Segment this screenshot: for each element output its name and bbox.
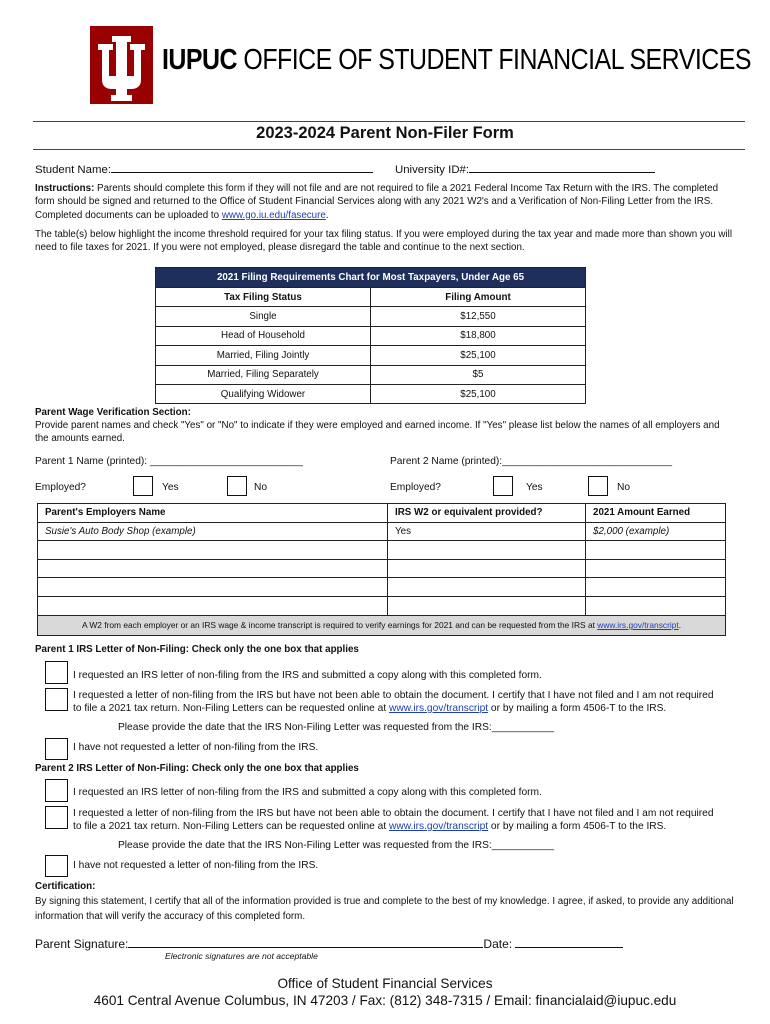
w2-provided-header: IRS W2 or equivalent provided? [388, 504, 586, 523]
irs-transcript-link[interactable]: www.irs.gov/transcript [597, 620, 679, 631]
parent2-no-checkbox[interactable] [588, 476, 608, 496]
parent2-name-field[interactable]: Parent 2 Name (printed):______________________________ [390, 456, 673, 467]
table-row: Married, Filing Separately $5 [156, 365, 586, 384]
parent2-no-label: No [617, 482, 631, 493]
signature-line: Parent Signature: Date: [35, 937, 623, 951]
parent1-no-label: No [254, 482, 268, 493]
parent2-yes-label: Yes [526, 482, 543, 493]
title-rule-bottom [33, 149, 745, 150]
wage-section-text: Provide parent names and check "Yes" or "No" to indicate if they were employed and earned income. If "Yes" please list below the names of all employers and the amounts earned. [35, 420, 720, 445]
parent1-yes-checkbox[interactable] [133, 476, 153, 496]
filing-status-header: Tax Filing Status [156, 288, 371, 307]
employer-cell[interactable] [38, 578, 388, 597]
certification-text: By signing this statement, I certify that all of the information provided is true and complete to the best of my knowledge. I agree, if asked, to provide any additional information that will verify the accuracy of this completed form. [35, 896, 734, 922]
w2-note: A W2 from each employer or an IRS wage & income transcript is required to verify earnings for 2021 and can be requested from the IRS at www.irs.gov/transcript. [38, 615, 726, 635]
title-rule-top [33, 121, 745, 122]
certification-title: Certification: [35, 881, 96, 892]
p2-irs-link[interactable]: www.irs.gov/transcript [389, 821, 489, 832]
amount-cell[interactable] [586, 559, 726, 578]
university-id-field[interactable] [469, 162, 655, 173]
employer-cell[interactable] [38, 596, 388, 615]
employer-cell[interactable] [38, 559, 388, 578]
p2-opt3-text: I have not requested a letter of non-filing from the IRS. [73, 860, 319, 871]
university-id-line [395, 162, 655, 176]
table-row [38, 596, 726, 615]
filing-amount-header: Filing Amount [371, 288, 586, 307]
parent1-employed-label: Employed? [35, 482, 86, 493]
footer-contact: 4601 Central Avenue Columbus, IN 47203 / Fax: (812) 348-7315 / Email: financialaid@iupuc.edu [93, 993, 677, 1008]
table-intro: The table(s) below highlight the income threshold required for your tax filing status. If you were employed during the tax year and made more than shown you will need to file taxes for 2021. If you were not employed, please disregard the table and continue to the next section. [35, 229, 733, 254]
footer-office: Office of Student Financial Services [277, 976, 493, 991]
table-row [38, 541, 726, 560]
example-w2: Yes [388, 522, 586, 541]
p1-irs-link[interactable]: www.irs.gov/transcript [389, 703, 489, 714]
p2-opt3-checkbox[interactable] [45, 855, 68, 877]
amount-cell[interactable] [586, 541, 726, 560]
wage-section-title: Parent Wage Verification Section: [35, 407, 191, 418]
p1-letter-title: Parent 1 IRS Letter of Non-Filing: Check only the one box that applies [35, 644, 359, 655]
filing-table-caption: 2021 Filing Requirements Chart for Most Taxpayers, Under Age 65 [156, 268, 586, 288]
table-row [38, 559, 726, 578]
student-name-field[interactable] [111, 162, 373, 173]
parent2-employed-label: Employed? [390, 482, 441, 493]
w2-cell[interactable] [388, 541, 586, 560]
amount-cell[interactable] [586, 596, 726, 615]
amount-earned-header: 2021 Amount Earned [586, 504, 726, 523]
w2-cell[interactable] [388, 578, 586, 597]
p1-opt2-text: I requested a letter of non-filing from the IRS but have not been able to obtain the document. I certify that I have not filed and I am not required to file a 2021 tax return. Non-Filing Letters can be requested online at www.irs.gov/transcript or by mailing a form 4506-T to the IRS. [73, 690, 714, 714]
instructions: Instructions: Parents should complete this form if they will not file and are not required to file a 2021 Federal Income Tax Return with the IRS. The completed form should be signed and returned to the Office of Student Financial Services along with any 2021 W2's and a Verification of Non-Filing Letter from the IRS. Completed documents can be uploaded to www.go.iu.edu/fasecure. [35, 183, 719, 221]
table-row: Head of Household $18,800 [156, 326, 586, 345]
iu-logo [90, 26, 153, 104]
amount-cell[interactable] [586, 578, 726, 597]
student-name-label: Student Name: [35, 164, 111, 176]
university-id-label: University ID#: [395, 164, 470, 176]
office-header-title: IUPUC OFFICE OF STUDENT FINANCIAL SERVICES [162, 44, 751, 76]
employer-cell[interactable] [38, 541, 388, 560]
table-row: Qualifying Widower $25,100 [156, 384, 586, 403]
form-title: 2023-2024 Parent Non-Filer Form [256, 124, 514, 142]
employers-table [37, 503, 726, 636]
fasecure-link[interactable]: www.go.iu.edu/fasecure [221, 209, 326, 221]
parent1-no-checkbox[interactable] [227, 476, 247, 496]
parent2-yes-checkbox[interactable] [493, 476, 513, 496]
w2-cell[interactable] [388, 559, 586, 578]
student-name-line [35, 162, 373, 176]
table-row [38, 522, 726, 541]
filing-requirements-table [155, 267, 586, 404]
p2-opt2-checkbox[interactable] [45, 806, 68, 829]
p2-opt2-text: I requested a letter of non-filing from the IRS but have not been able to obtain the document. I certify that I have not filed and I am not required to file a 2021 tax return. Non-Filing Letters can be requested online at www.irs.gov/transcript or by mailing a form 4506-T to the IRS. [73, 808, 714, 832]
p1-opt3-checkbox[interactable] [45, 738, 68, 760]
trident-icon [90, 26, 153, 104]
p1-date-prompt[interactable]: Please provide the date that the IRS Non-Filing Letter was requested from the IRS:___________ [118, 722, 555, 733]
p2-opt1-text: I requested an IRS letter of non-filing from the IRS and submitted a copy along with this completed form. [73, 787, 542, 798]
example-amount: $2,000 (example) [586, 522, 726, 541]
parent1-name-field[interactable]: Parent 1 Name (printed): ___________________________ [35, 456, 303, 467]
p1-opt1-checkbox[interactable] [45, 661, 68, 684]
p2-date-prompt[interactable]: Please provide the date that the IRS Non-Filing Letter was requested from the IRS:___________ [118, 840, 555, 851]
parent1-yes-label: Yes [162, 482, 179, 493]
p1-opt2-checkbox[interactable] [45, 688, 68, 711]
signature-date-field[interactable] [515, 937, 623, 948]
p1-opt3-text: I have not requested a letter of non-filing from the IRS. [73, 742, 319, 753]
p2-letter-title: Parent 2 IRS Letter of Non-Filing: Check only the one box that applies [35, 763, 359, 774]
p2-opt1-checkbox[interactable] [45, 779, 68, 802]
signature-note: Electronic signatures are not acceptable [165, 951, 318, 961]
employer-name-header: Parent's Employers Name [38, 504, 388, 523]
example-employer: Susie's Auto Body Shop (example) [38, 522, 388, 541]
table-row: Married, Filing Jointly $25,100 [156, 346, 586, 365]
parent-signature-field[interactable] [128, 937, 483, 948]
p1-opt1-text: I requested an IRS letter of non-filing from the IRS and submitted a copy along with this completed form. [73, 670, 542, 681]
table-row [38, 578, 726, 597]
w2-cell[interactable] [388, 596, 586, 615]
table-row: Single $12,550 [156, 307, 586, 326]
